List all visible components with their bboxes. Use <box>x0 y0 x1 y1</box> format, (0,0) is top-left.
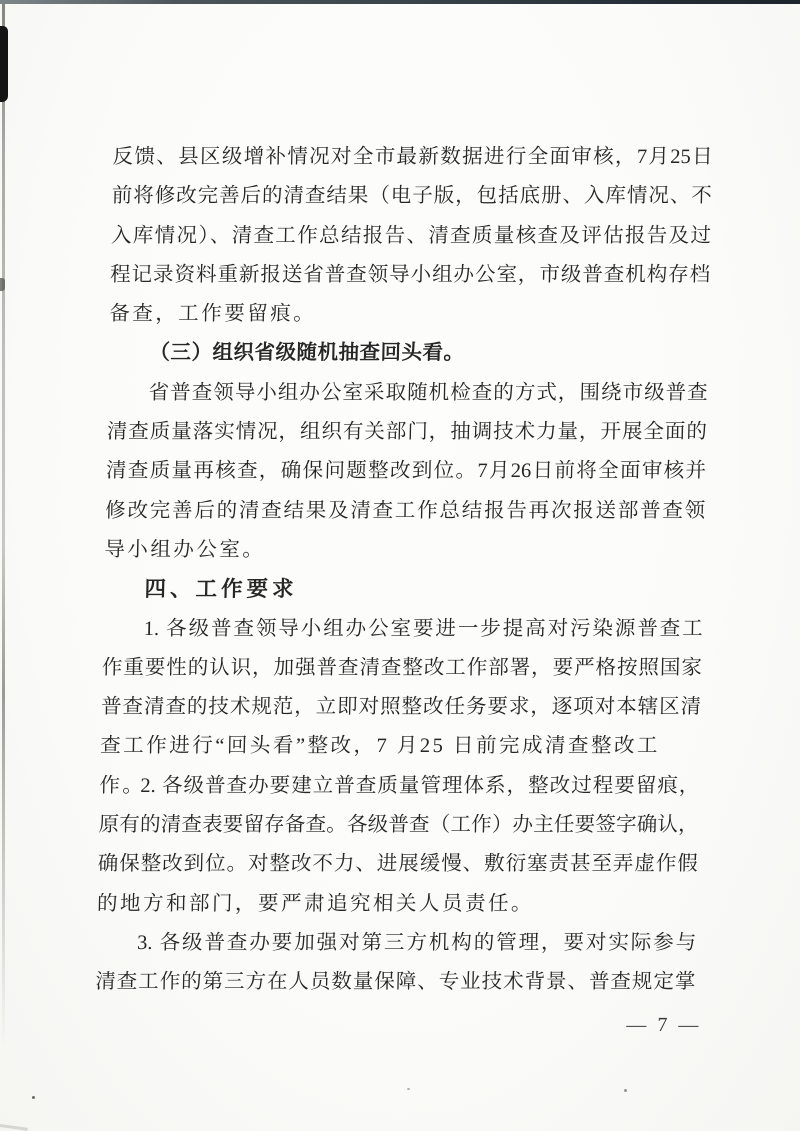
text-line: 普查清查的技术规范，立即对照整改任务要求，逐项对本辖区清 <box>100 696 702 719</box>
section-heading: 四、工作要求 <box>144 577 298 602</box>
text-line: 清查质量再核查，确保问题整改到位。7月26日前将全面审核并 <box>105 460 707 483</box>
text-line: 2. 各级普查办要建立普查质量管理体系，整改过程要留痕， <box>140 774 700 797</box>
text-line: 3. 各级普查办要加强对第三方机构的管理，要对实际参与 <box>136 931 697 954</box>
text-line: 前将修改完善后的清查结果（电子版，包括底册、入库情况、不 <box>111 185 713 208</box>
scan-artifact-speck <box>407 1088 410 1090</box>
scan-artifact-left-blob <box>0 26 8 102</box>
scan-artifact-left-nub <box>0 278 5 291</box>
scan-artifact-left-line <box>2 3 5 1048</box>
text-line: 查工作进行“回头看”整改，7 月25 日前完成清查整改工作。 <box>99 735 661 797</box>
section-heading: （三）组织省级随机抽查回头看。 <box>149 342 465 365</box>
text-line: 反馈、县区级增补情况对全市最新数据进行全面审核，7月25日 <box>112 146 713 168</box>
text-line: 修改完善后的清查结果及清查工作总结报告再次报送部普查领 <box>104 499 706 522</box>
document-text <box>95 138 713 1036</box>
scan-artifact-top-edge <box>0 0 800 4</box>
scan-artifact-speck <box>32 1096 35 1099</box>
text-line: 确保整改到位。对整改不力、进展缓慢、敷衍塞责甚至弄虚作假 <box>97 853 699 876</box>
text-line: 入库情况）、清查工作总结报告、清查质量核查及评估报告及过 <box>110 224 712 247</box>
text-line: 原有的清查表要留存备查。各级普查（工作）办主任要签字确认， <box>98 814 699 837</box>
text-line: 清查工作的第三方在人员数量保障、专业技术背景、普查规定掌 <box>95 971 696 994</box>
text-line: 程记录资料重新报送省普查领导小组办公室，市级普查机构存档 <box>109 263 711 286</box>
text-line: 的地方和部门，要严肃追究相关人员责任。 <box>96 892 535 915</box>
text-line: 导小组办公室。 <box>104 538 266 561</box>
text-line: 清查质量落实情况，组织有关部门，抽调技术力量，开展全面的 <box>106 421 708 444</box>
text-line: 省普查领导小组办公室采取随机检查的方式，围绕市级普查 <box>148 381 708 404</box>
text-line: 备查，工作要留痕。 <box>109 303 317 326</box>
scan-artifact-corner-mark <box>0 1124 28 1131</box>
text-line: 1. 各级普查领导小组办公室要进一步提高对污染源普查工 <box>143 617 703 640</box>
text-line: 作重要性的认识，加强普查清查整改工作部署，要严格按照国家 <box>101 656 703 679</box>
scan-artifact-speck <box>624 1089 627 1092</box>
page-number: — 7 — <box>626 1014 702 1036</box>
